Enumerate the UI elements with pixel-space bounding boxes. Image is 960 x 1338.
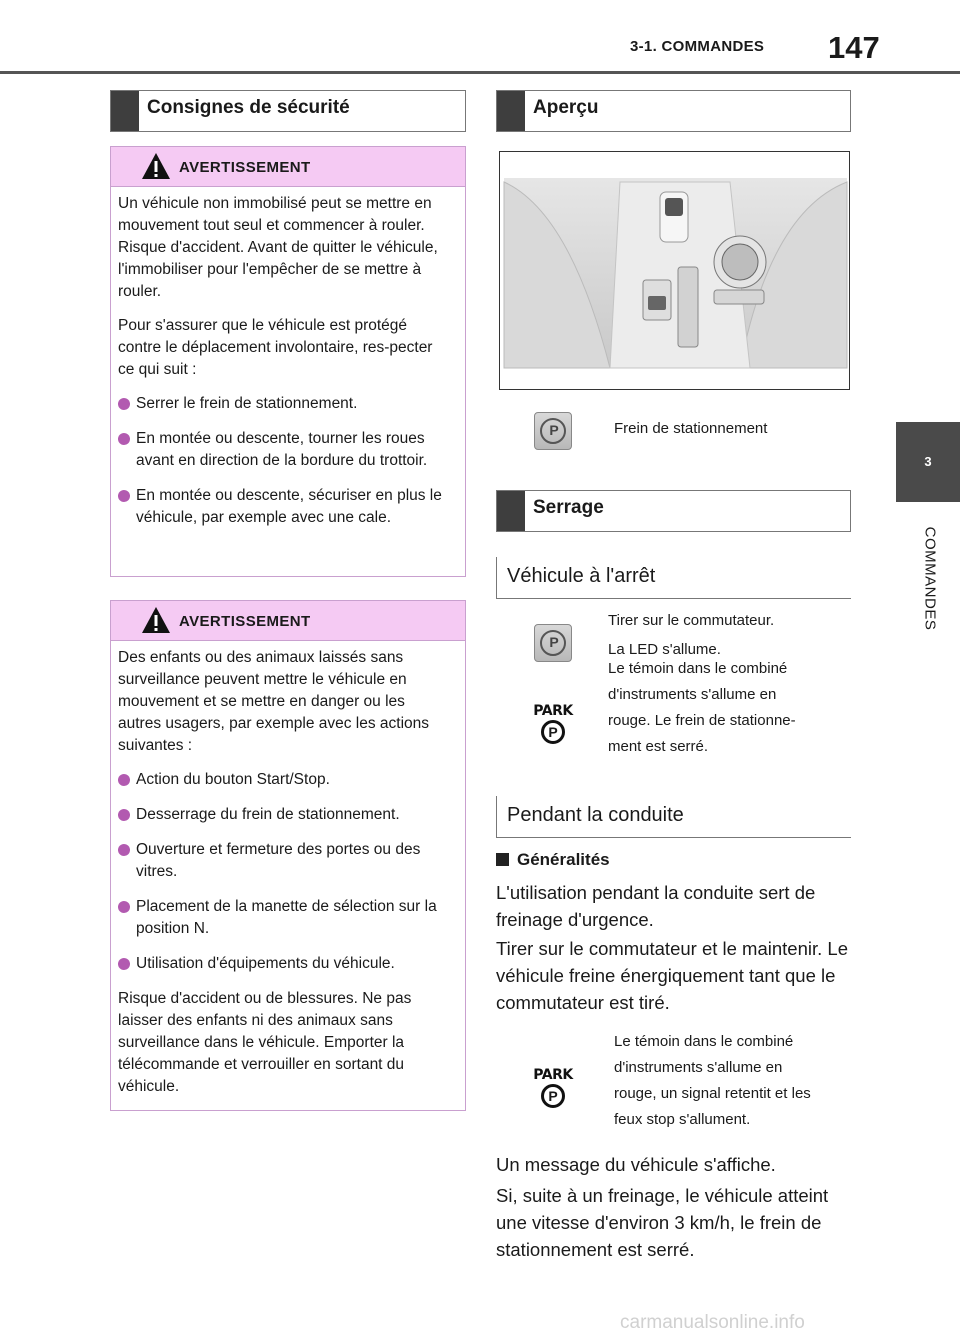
parking-brake-letter: P [549, 422, 559, 438]
warning-box-2 [110, 600, 466, 1111]
park-symbol: P [541, 720, 565, 744]
frein-label: Frein de stationnement [614, 420, 768, 437]
park-text: PARK [533, 1067, 573, 1083]
bullet-dot-icon [118, 774, 130, 786]
list-item: Desserrage du frein de stationnement. [118, 804, 447, 826]
bullet-dot-icon [118, 901, 130, 913]
warning-label: AVERTISSEMENT [179, 613, 311, 630]
warning-triangle-icon [141, 152, 171, 180]
watermark: carmanualsonline.info [620, 1312, 805, 1333]
park-indicator-icon [531, 704, 575, 744]
list-item: Serrer le frein de stationnement. [118, 393, 447, 415]
warning-box-1 [110, 146, 466, 577]
warning-text: Risque d'accident ou de blessures. Ne pas laisser des enfants ni des animaux sans surveillance dans le véhicule. Emporter la télécommande et verrouiller en sortant du véhicule. [118, 990, 412, 1095]
heading-bar [497, 491, 525, 531]
center-console-illustration [500, 152, 850, 390]
park-symbol: P [541, 1084, 565, 1108]
bullet-dot-icon [118, 398, 130, 410]
page-number: 147 [828, 30, 880, 65]
heading-text: Consignes de sécurité [147, 97, 350, 118]
list-item: En montée ou descente, sécuriser en plus le véhicule, par exemple avec une cale. [118, 485, 447, 529]
bullet-dot-icon [118, 809, 130, 821]
warning-text: Un véhicule non immobilisé peut se mettre en mouvement tout seul et commencer à rouler. Risque d'accident. Avant de quitter le véhicule, l'immobiliser pour l'empêcher de se mettre à rouler. [118, 195, 438, 300]
heading-consignes [110, 90, 466, 132]
parking-brake-switch-icon [534, 624, 572, 662]
chapter-tab [896, 422, 960, 502]
text-line: d'instruments s'allume en [614, 1059, 783, 1076]
warning-header [111, 147, 465, 187]
bullet-dot-icon [118, 844, 130, 856]
paragraph: Tirer sur le commutateur et le maintenir. Le véhicule freine énergiquement tant que le commutateur est tiré. [496, 938, 848, 1013]
heading-text: Serrage [533, 497, 604, 518]
warning-triangle-icon [141, 606, 171, 634]
heading-apercu [496, 90, 851, 132]
heading-text: Aperçu [533, 97, 599, 118]
text-line: La LED s'allume. [608, 641, 721, 658]
center-console-photo [499, 151, 850, 390]
list-item: En montée ou descente, tourner les roues avant en direction de la bordure du trottoir. [118, 428, 447, 472]
list-item: Ouverture et fermeture des portes ou des vitres. [118, 839, 447, 883]
paragraph: Un message du véhicule s'affiche. [496, 1154, 776, 1175]
list-item: Placement de la manette de sélection sur la position N. [118, 896, 447, 940]
bullet-dot-icon [118, 433, 130, 445]
chapter-label: COMMANDES [921, 526, 939, 631]
park-indicator-icon [531, 1068, 575, 1108]
header-rule [0, 71, 960, 74]
text-line: Tirer sur le commutateur. [608, 612, 775, 629]
text-line: Le témoin dans le combiné [614, 1033, 794, 1050]
heading-serrage [496, 490, 851, 532]
section-title: 3-1. COMMANDES [630, 38, 765, 55]
square-bullet-icon [496, 853, 509, 866]
parking-brake-switch-icon [534, 412, 572, 450]
heading-bar [111, 91, 139, 131]
temoin-text [614, 1029, 854, 1133]
warning-header [111, 601, 465, 641]
warning-text: Pour s'assurer que le véhicule est protégé contre le déplacement involontaire, res-pecter ce qui suit : [118, 317, 433, 378]
bullet-dot-icon [118, 490, 130, 502]
subheading-generalites: Généralités [496, 850, 610, 870]
bullet-dot-icon [118, 958, 130, 970]
heading-bar [497, 91, 525, 131]
list-item: Action du bouton Start/Stop. [118, 769, 447, 791]
subheading-arret: Véhicule à l'arrêt [496, 557, 851, 599]
paragraph: Si, suite à un freinage, le véhicule atteint une vitesse d'environ 3 km/h, le frein de stationnement est serré. [496, 1185, 829, 1260]
text-line: Le témoin dans le combiné [608, 660, 788, 677]
text-line: ment est serré. [608, 738, 709, 755]
park-text: PARK [533, 703, 573, 719]
text-line: rouge. Le frein de stationne- [608, 712, 796, 729]
paragraph: L'utilisation pendant la conduite sert de freinage d'urgence. [496, 882, 816, 930]
warning-text: Des enfants ou des animaux laissés sans surveillance peuvent mettre le véhicule en mouvement et se mettre en danger ou les autres usagers, par exemple avec les actions suivantes : [118, 649, 430, 754]
list-item: Utilisation d'équipements du véhicule. [118, 953, 447, 975]
subheading-conduite: Pendant la conduite [496, 796, 851, 838]
text-line: rouge, un signal retentit et les [614, 1085, 811, 1102]
text-line: d'instruments s'allume en [608, 686, 777, 703]
chapter-number: 3 [924, 454, 932, 469]
arret-text [608, 612, 848, 755]
text-line: feux stop s'allument. [614, 1111, 751, 1128]
parking-brake-letter: P [549, 634, 559, 650]
warning-label: AVERTISSEMENT [179, 159, 311, 176]
